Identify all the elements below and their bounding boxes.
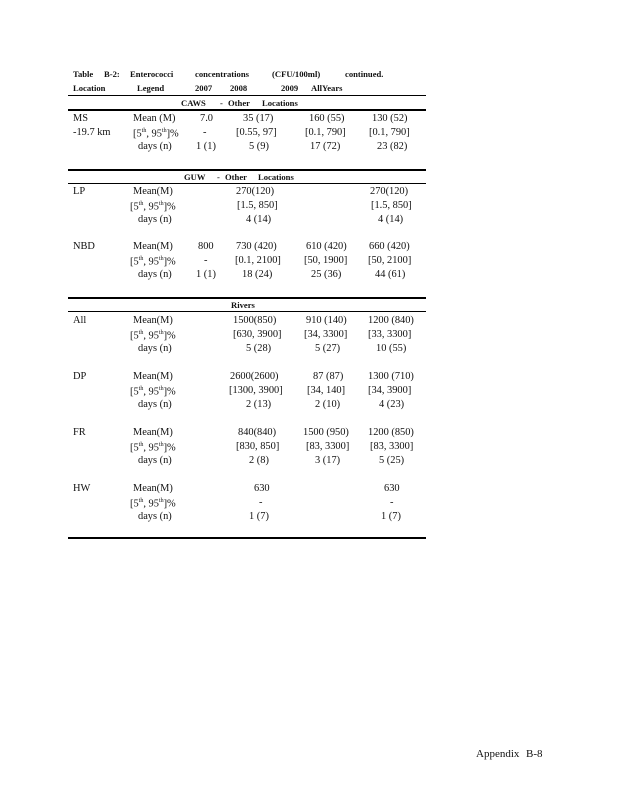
ms-2009-days: 17 (72) — [310, 141, 341, 152]
fr-all-days: 5 (25) — [379, 455, 405, 466]
legend-days: days (n) — [138, 399, 172, 410]
col-header-all-years: AllYears — [311, 83, 343, 93]
section-title-guw: GUW — [184, 172, 206, 182]
footer-appendix: Appendix — [476, 748, 520, 760]
table-subject: Enterococci — [130, 69, 174, 79]
legend-mean: Mean(M) — [133, 315, 173, 326]
ms-2007-mean: 7.0 — [200, 113, 213, 124]
header-rule — [68, 95, 426, 96]
nbd-2007-range: - — [204, 255, 208, 266]
section-rule-guw — [68, 183, 426, 184]
section-title-caws-dash: - — [220, 98, 223, 108]
all-all-mean: 1200 (840) — [368, 315, 414, 326]
lp-all-days: 4 (14) — [378, 214, 404, 225]
fr-2009-days: 3 (17) — [315, 455, 341, 466]
legend-percentile: [5th, 95th]% — [133, 128, 179, 140]
table-number: B-2: — [104, 69, 120, 79]
legend-days: days (n) — [138, 511, 172, 522]
lp-all-range: [1.5, 850] — [371, 200, 412, 211]
nbd-2007-mean: 800 — [198, 241, 214, 252]
ms-2009-mean: 160 (55) — [309, 113, 345, 124]
nbd-2008-range: [0.1, 2100] — [235, 255, 281, 266]
table-measure: concentrations — [195, 69, 249, 79]
section-rule-top-rivers — [68, 297, 426, 299]
dp-2008-mean: 2600(2600) — [230, 371, 279, 382]
legend-mean: Mean(M) — [133, 371, 173, 382]
legend-mean: Mean (M) — [133, 113, 176, 124]
table-units: (CFU/100ml) — [272, 69, 321, 79]
section-title-guw-dash: - — [217, 172, 220, 182]
col-header-location: Location — [73, 83, 106, 93]
nbd-2009-range: [50, 1900] — [304, 255, 348, 266]
all-2009-range: [34, 3300] — [304, 329, 348, 340]
legend-mean: Mean(M) — [133, 241, 173, 252]
legend-days: days (n) — [138, 269, 172, 280]
col-header-legend: Legend — [137, 83, 165, 93]
col-header-2009: 2009 — [281, 83, 299, 93]
location-dp: DP — [73, 371, 87, 382]
lp-2008-range: [1.5, 850] — [237, 200, 278, 211]
fr-2009-range: [83, 3300] — [306, 441, 350, 452]
hw-2008-range: - — [259, 497, 263, 508]
section-title-caws-other: Other — [228, 98, 250, 108]
nbd-2009-days: 25 (36) — [311, 269, 342, 280]
section-rule-top-guw — [68, 169, 426, 171]
hw-all-range: - — [390, 497, 394, 508]
nbd-2008-mean: 730 (420) — [236, 241, 277, 252]
legend-percentile: [5th, 95th]% — [130, 442, 176, 454]
section-rule-caws — [68, 109, 426, 111]
location-fr: FR — [73, 427, 86, 438]
dp-2009-mean: 87 (87) — [313, 371, 344, 382]
ms-all-days: 23 (82) — [377, 141, 408, 152]
hw-2008-days: 1 (7) — [249, 511, 269, 522]
fr-all-range: [83, 3300] — [370, 441, 414, 452]
ms-2009-range: [0.1, 790] — [305, 127, 346, 138]
location-lp: LP — [73, 186, 86, 197]
nbd-all-range: [50, 2100] — [368, 255, 412, 266]
ms-2008-range: [0.55, 97] — [236, 127, 277, 138]
ms-2007-days: 1 (1) — [196, 141, 216, 152]
all-all-days: 10 (55) — [376, 343, 407, 354]
location-nbd: NBD — [73, 241, 95, 252]
all-all-range: [33, 3300] — [368, 329, 412, 340]
legend-percentile: [5th, 95th]% — [130, 386, 176, 398]
nbd-2007-days: 1 (1) — [196, 269, 216, 280]
fr-2008-days: 2 (8) — [249, 455, 269, 466]
legend-percentile: [5th, 95th]% — [130, 330, 176, 342]
hw-2008-mean: 630 — [254, 483, 270, 494]
all-2008-mean: 1500(850) — [233, 315, 277, 326]
legend-days: days (n) — [138, 343, 172, 354]
ms-all-range: [0.1, 790] — [369, 127, 410, 138]
hw-all-days: 1 (7) — [381, 511, 401, 522]
all-2008-days: 5 (28) — [246, 343, 272, 354]
legend-mean: Mean(M) — [133, 186, 173, 197]
dp-2008-days: 2 (13) — [246, 399, 272, 410]
lp-2008-mean: 270(120) — [236, 186, 275, 197]
legend-days: days (n) — [138, 214, 172, 225]
all-2009-days: 5 (27) — [315, 343, 341, 354]
ms-2008-mean: 35 (17) — [243, 113, 274, 124]
section-title-rivers: Rivers — [231, 300, 255, 310]
section-title-caws-locations: Locations — [262, 98, 298, 108]
location-ms: MS — [73, 113, 89, 124]
col-header-2008: 2008 — [230, 83, 248, 93]
section-title-caws: CAWS — [181, 98, 206, 108]
dp-all-range: [34, 3900] — [368, 385, 412, 396]
dp-2009-days: 2 (10) — [315, 399, 341, 410]
footer-page-number: B-8 — [526, 748, 543, 760]
fr-2008-mean: 840(840) — [238, 427, 277, 438]
ms-2008-days: 5 (9) — [249, 141, 269, 152]
dp-2009-range: [34, 140] — [307, 385, 346, 396]
legend-percentile: [5th, 95th]% — [130, 498, 176, 510]
all-2009-mean: 910 (140) — [306, 315, 347, 326]
nbd-all-mean: 660 (420) — [369, 241, 410, 252]
legend-days: days (n) — [138, 455, 172, 466]
dp-all-mean: 1300 (710) — [368, 371, 414, 382]
dp-2008-range: [1300, 3900] — [229, 385, 283, 396]
location-hw: HW — [73, 483, 91, 494]
dp-all-days: 4 (23) — [379, 399, 405, 410]
ms-2007-range: - — [203, 127, 207, 138]
lp-2008-days: 4 (14) — [246, 214, 272, 225]
section-rule-rivers — [68, 311, 426, 312]
nbd-2009-mean: 610 (420) — [306, 241, 347, 252]
location-all: All — [73, 315, 87, 326]
fr-2009-mean: 1500 (950) — [303, 427, 349, 438]
section-title-guw-other: Other — [225, 172, 247, 182]
col-header-2007: 2007 — [195, 83, 213, 93]
legend-mean: Mean(M) — [133, 427, 173, 438]
location-ms-distance: -19.7 km — [73, 127, 111, 138]
legend-percentile: [5th, 95th]% — [130, 201, 176, 213]
nbd-all-days: 44 (61) — [375, 269, 406, 280]
table-bottom-rule — [68, 537, 426, 539]
ms-all-mean: 130 (52) — [372, 113, 408, 124]
legend-days: days (n) — [138, 141, 172, 152]
lp-all-mean: 270(120) — [370, 186, 409, 197]
legend-percentile: [5th, 95th]% — [130, 256, 176, 268]
legend-mean: Mean(M) — [133, 483, 173, 494]
fr-2008-range: [830, 850] — [236, 441, 280, 452]
hw-all-mean: 630 — [384, 483, 400, 494]
nbd-2008-days: 18 (24) — [242, 269, 273, 280]
fr-all-mean: 1200 (850) — [368, 427, 414, 438]
section-title-guw-locations: Locations — [258, 172, 294, 182]
all-2008-range: [630, 3900] — [233, 329, 282, 340]
table-label: Table — [73, 69, 94, 79]
table-continued: continued. — [345, 69, 384, 79]
